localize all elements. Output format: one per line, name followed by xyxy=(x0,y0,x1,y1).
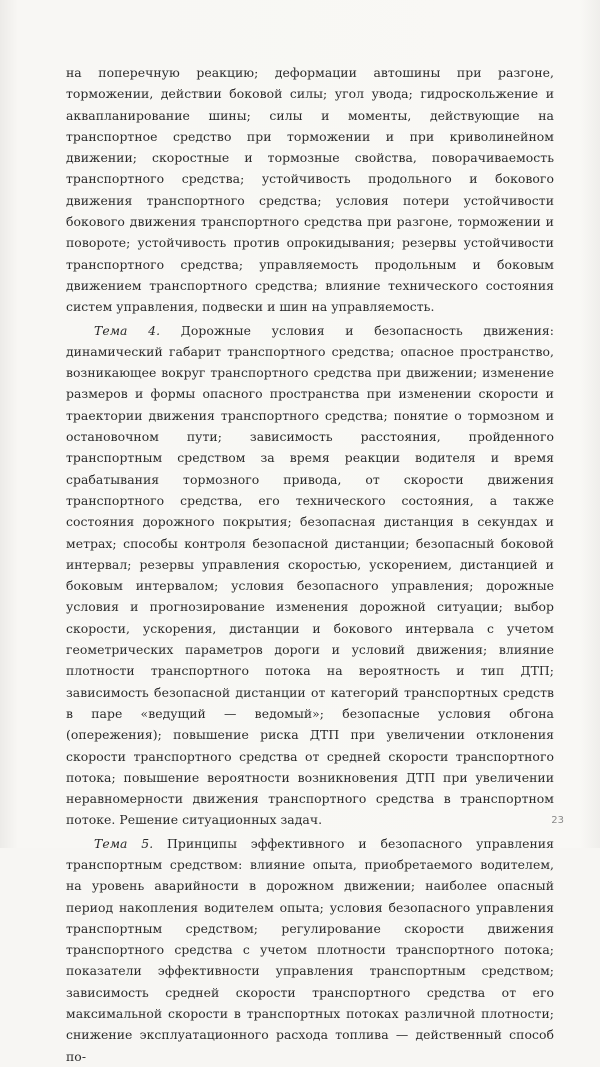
paragraph-text: Принципы эффективного и безопасного управления транспортным средством: влияние опыта, приобретаемого водителем, на уровень аварийности в дорожном движении; наиболее опасный период накопления водителем опыта; условия безопасного управления транспортным средством; регулирование скорости движения транспортного средства с учетом плотности транспортного потока; показатели эффективности управления транспортным средством; зависимость средней скорости транспортного средства от его максимальной скорости в транспортных потоках различной плотности; снижение эксплуатационного расхода топлива — действенный способ по- xyxy=(66,835,554,1064)
paragraph-continuation xyxy=(66,62,554,318)
theme-label: Тема 4. xyxy=(94,322,161,338)
theme-label: Тема 5. xyxy=(94,835,154,851)
paragraph-text: на поперечную реакцию; деформации автошины при разгоне, торможении, действии боковой силы; угол увода; гидроскольжение и аквапланирование шины; силы и моменты, действующие на транспортное средство при торможении и при криволинейном движении; скоростные и тормозные свойства, поворачиваемость транспортного средства; устойчивость продольного и бокового движения транспортного средства; условия потери устойчивости бокового движения транспортного средства при разгоне, торможении и повороте; устойчивость против опрокидывания; резервы устойчивости транспортного средства; управляемость продольным и боковым движением транспортного средства; влияние технического состояния систем управления, подвески и шин на управляемость. xyxy=(66,65,554,315)
body-text xyxy=(66,62,554,1067)
paragraph-text: Дорожные условия и безопасность движения: динамический габарит транспортного средства; опасное пространство, возникающее вокруг транспортного средства при движении; изменение размеров и формы опасного пространства при изменении скорости и траектории движения транспортного средства; понятие о тормозном и остановочном пути; зависимость расстояния, пройденного транспортным средством за время реакции водителя и время срабатывания тормозного привода, от скорости движения транспортного средства, его технического состояния, а также состояния дорожного покрытия; безопасная дистанция в секундах и метрах; способы контроля безопасной дистанции; безопасный боковой интервал; резервы управления скоростью, ускорением, дистанцией и боковым интервалом; условия безопасного управления; дорожные условия и прогнозирование изменения дорожной ситуации; выбор скорости, ускорения, дистанции и бокового интервала с учетом геометрических параметров дороги и условий движения; влияние плотности транспортного потока на вероятность и тип ДТП; зависимость безопасной дистанции от категорий транспортных средств в паре «ведущий — ведомый»; безопасные условия обгона (опережения); повышение риска ДТП при увеличении отклонения скорости транспортного средства от средней скорости транспортного потока; повышение вероятности возникновения ДТП при увеличении неравномерности движения транспортного средства в транспортном потоке. Решение ситуационных задач. xyxy=(66,322,554,828)
page-number: 23 xyxy=(551,815,564,826)
paragraph-theme-4 xyxy=(66,320,554,831)
paragraph-theme-5 xyxy=(66,833,554,1067)
